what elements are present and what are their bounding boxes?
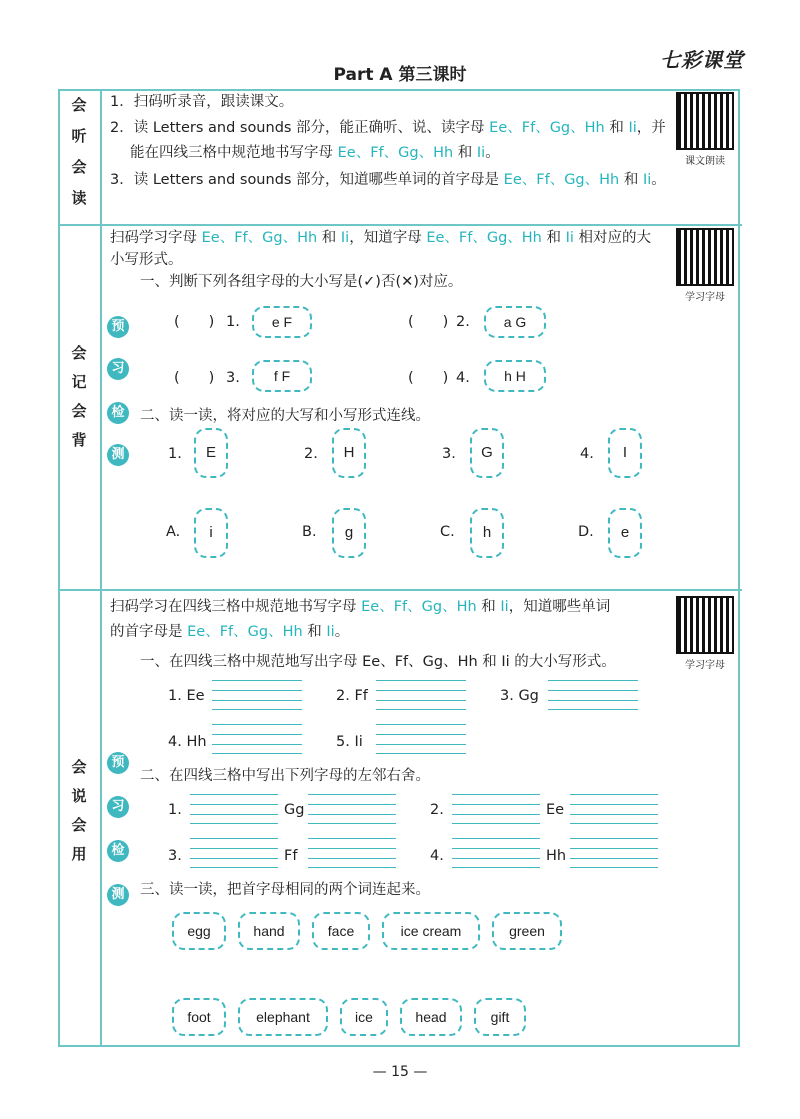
- write-label: 4. Hh: [168, 734, 207, 750]
- word-card[interactable]: elephant: [238, 998, 328, 1036]
- qr-caption: 学习字母: [685, 660, 725, 671]
- word-card[interactable]: face: [312, 912, 370, 950]
- badge-test: 测: [107, 884, 129, 906]
- item-number: 2.: [304, 446, 318, 462]
- item-letter: C.: [440, 524, 455, 540]
- given-letter: Hh: [546, 848, 567, 864]
- item-number: 1.: [226, 314, 240, 330]
- question-title: 一、判断下列各组字母的大小写是(✓)否(✕)对应。: [140, 274, 463, 290]
- qr-code[interactable]: [676, 92, 734, 150]
- remember-intro-cont: 小写形式。: [110, 252, 183, 268]
- write-label: 1. Ee: [168, 688, 205, 704]
- listen-read-item-3: 3．读 Letters and sounds 部分，知道哪些单词的首字母是 Ee、Ff、Gg、Hh 和 Ii。: [110, 172, 666, 188]
- item-number: 2.: [456, 314, 470, 330]
- given-letter: Gg: [284, 802, 305, 818]
- listen-read-item-2-cont: 能在四线三格中规范地书写字母 Ee、Ff、Gg、Hh 和 Ii。: [130, 145, 500, 161]
- item-number: 4.: [430, 848, 444, 864]
- lowercase-letter[interactable]: i: [194, 508, 228, 558]
- four-line-grid[interactable]: [548, 680, 638, 710]
- section-label-speak-use: 会 说 会 用: [71, 758, 87, 863]
- uppercase-letter[interactable]: H: [332, 428, 366, 478]
- answer-paren[interactable]: ( ): [408, 370, 449, 386]
- qr-code[interactable]: [676, 596, 734, 654]
- item-number: 4.: [456, 370, 470, 386]
- four-line-grid[interactable]: [376, 680, 466, 710]
- badge-preview: 预: [107, 752, 129, 774]
- page-title: Part A 第三课时: [333, 65, 467, 85]
- section-label-listen-read: 会 听 会 读: [71, 96, 87, 207]
- lowercase-letter[interactable]: h: [470, 508, 504, 558]
- badge-study: 习: [107, 796, 129, 818]
- four-line-grid[interactable]: [452, 838, 540, 868]
- badge-check: 检: [107, 402, 129, 424]
- word-card[interactable]: ice: [340, 998, 388, 1036]
- letter-pair: h H: [484, 360, 546, 392]
- question-title: 二、读一读，将对应的大写和小写形式连线。: [140, 408, 430, 424]
- item-number: 3.: [226, 370, 240, 386]
- qr-caption: 学习字母: [685, 292, 725, 303]
- question-title: 一、在四线三格中规范地写出字母 Ee、Ff、Gg、Hh 和 Ii 的大小写形式。: [140, 654, 616, 670]
- item-number: 3.: [442, 446, 456, 462]
- section-divider: [58, 224, 742, 226]
- badge-preview: 预: [107, 316, 129, 338]
- speak-use-intro: 扫码学习在四线三格中规范地书写字母 Ee、Ff、Gg、Hh 和 Ii，知道哪些单词: [110, 599, 611, 615]
- badge-check: 检: [107, 840, 129, 862]
- qr-caption: 课文朗读: [685, 156, 725, 167]
- item-letter: B.: [302, 524, 317, 540]
- given-letter: Ee: [546, 802, 565, 818]
- uppercase-letter[interactable]: G: [470, 428, 504, 478]
- item-number: 3.: [168, 848, 182, 864]
- item-letter: A.: [166, 524, 181, 540]
- label-divider: [100, 89, 102, 1047]
- page-number: — 15 —: [372, 1064, 428, 1080]
- four-line-grid[interactable]: [376, 724, 466, 754]
- four-line-grid[interactable]: [190, 794, 278, 824]
- four-line-grid[interactable]: [212, 680, 302, 710]
- four-line-grid[interactable]: [570, 794, 658, 824]
- word-card[interactable]: green: [492, 912, 562, 950]
- badge-test: 测: [107, 444, 129, 466]
- four-line-grid[interactable]: [190, 838, 278, 868]
- uppercase-letter[interactable]: I: [608, 428, 642, 478]
- item-number: 2.: [430, 802, 444, 818]
- brand-logo: 七彩课堂: [660, 48, 744, 72]
- item-number: 4.: [580, 446, 594, 462]
- letter-pair: a G: [484, 306, 546, 338]
- lowercase-letter[interactable]: e: [608, 508, 642, 558]
- item-number: 1.: [168, 802, 182, 818]
- answer-paren[interactable]: ( ): [174, 314, 215, 330]
- listen-read-item-1: 1．扫码听录音，跟读课文。: [110, 94, 294, 110]
- four-line-grid[interactable]: [452, 794, 540, 824]
- answer-paren[interactable]: ( ): [174, 370, 215, 386]
- write-label: 3. Gg: [500, 688, 539, 704]
- item-letter: D.: [578, 524, 594, 540]
- write-label: 2. Ff: [336, 688, 368, 704]
- lowercase-letter[interactable]: g: [332, 508, 366, 558]
- word-card[interactable]: foot: [172, 998, 226, 1036]
- remember-intro: 扫码学习字母 Ee、Ff、Gg、Hh 和 Ii，知道字母 Ee、Ff、Gg、Hh 和 Ii 相对应的大: [110, 230, 652, 246]
- letter-pair: f F: [252, 360, 312, 392]
- question-title: 三、读一读，把首字母相同的两个词连起来。: [140, 882, 430, 898]
- question-title: 二、在四线三格中写出下列字母的左邻右舍。: [140, 768, 430, 784]
- word-card[interactable]: hand: [238, 912, 300, 950]
- word-card[interactable]: head: [400, 998, 462, 1036]
- letter-pair: e F: [252, 306, 312, 338]
- section-divider: [58, 589, 742, 591]
- word-card[interactable]: egg: [172, 912, 226, 950]
- four-line-grid[interactable]: [308, 794, 396, 824]
- qr-code[interactable]: [676, 228, 734, 286]
- four-line-grid[interactable]: [570, 838, 658, 868]
- four-line-grid[interactable]: [212, 724, 302, 754]
- word-card[interactable]: gift: [474, 998, 526, 1036]
- four-line-grid[interactable]: [308, 838, 396, 868]
- speak-use-intro-cont: 的首字母是 Ee、Ff、Gg、Hh 和 Ii。: [110, 624, 350, 640]
- section-label-remember: 会 记 会 背: [71, 344, 87, 449]
- item-number: 1.: [168, 446, 182, 462]
- word-card[interactable]: ice cream: [382, 912, 480, 950]
- badge-study: 习: [107, 358, 129, 380]
- listen-read-item-2: 2．读 Letters and sounds 部分，能正确听、说、读字母 Ee、Ff、Gg、Hh 和 Ii，并: [110, 120, 666, 136]
- uppercase-letter[interactable]: E: [194, 428, 228, 478]
- given-letter: Ff: [284, 848, 298, 864]
- write-label: 5. Ii: [336, 734, 363, 750]
- answer-paren[interactable]: ( ): [408, 314, 449, 330]
